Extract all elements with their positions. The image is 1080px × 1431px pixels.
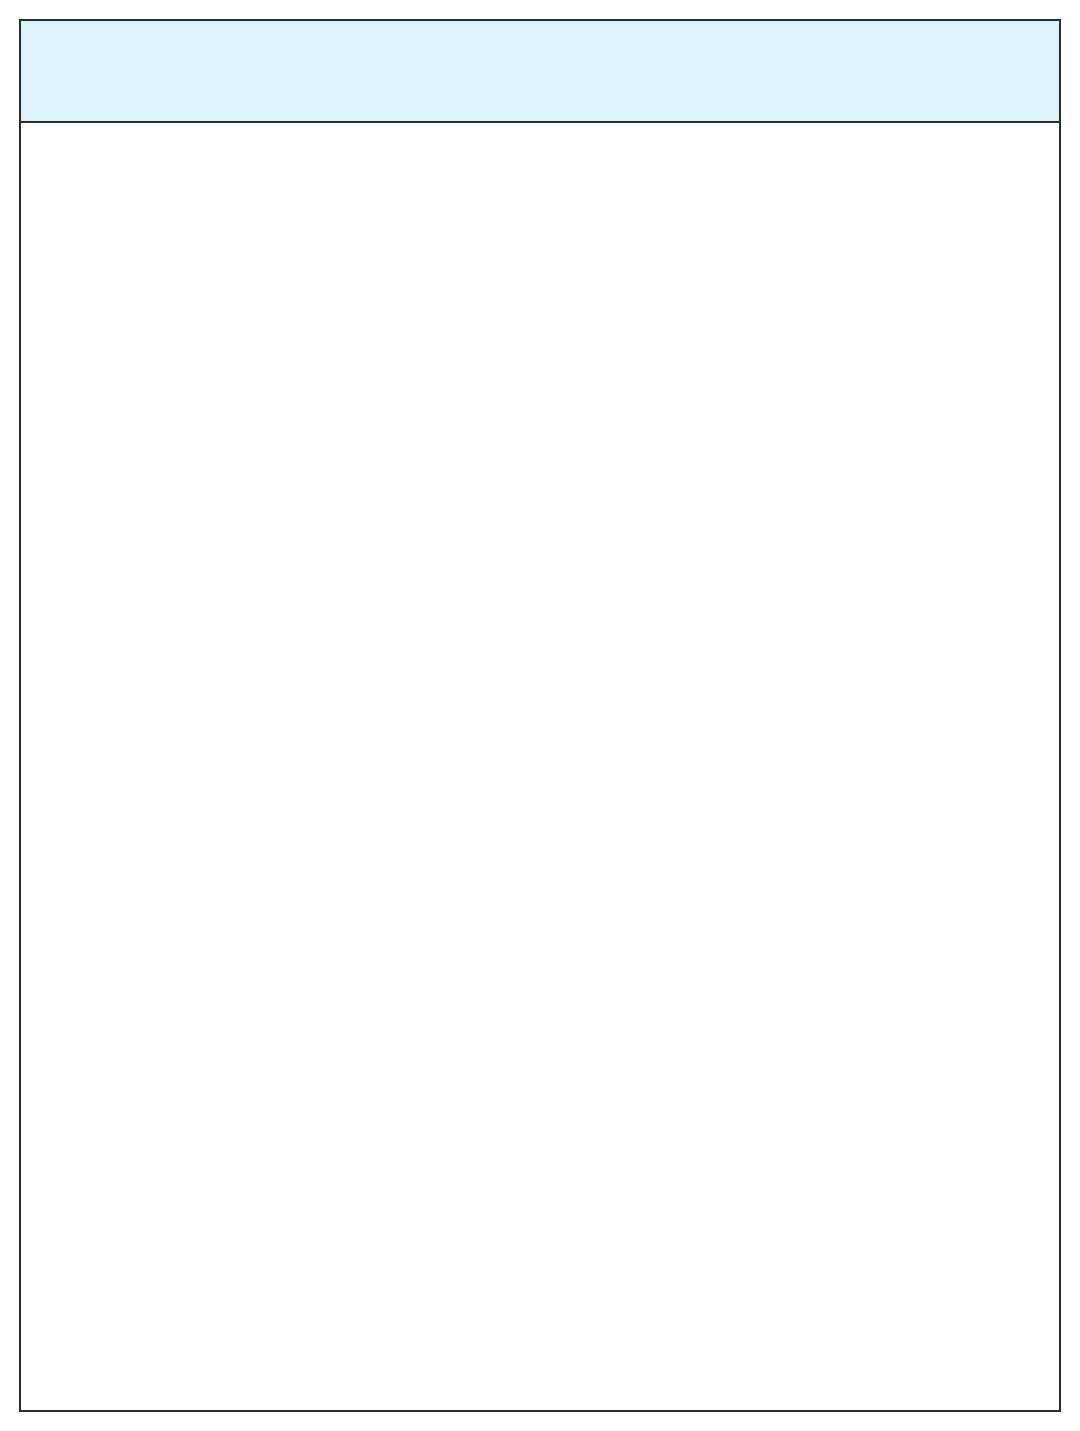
summary-table	[19, 19, 1061, 1412]
table-title	[21, 21, 1059, 123]
